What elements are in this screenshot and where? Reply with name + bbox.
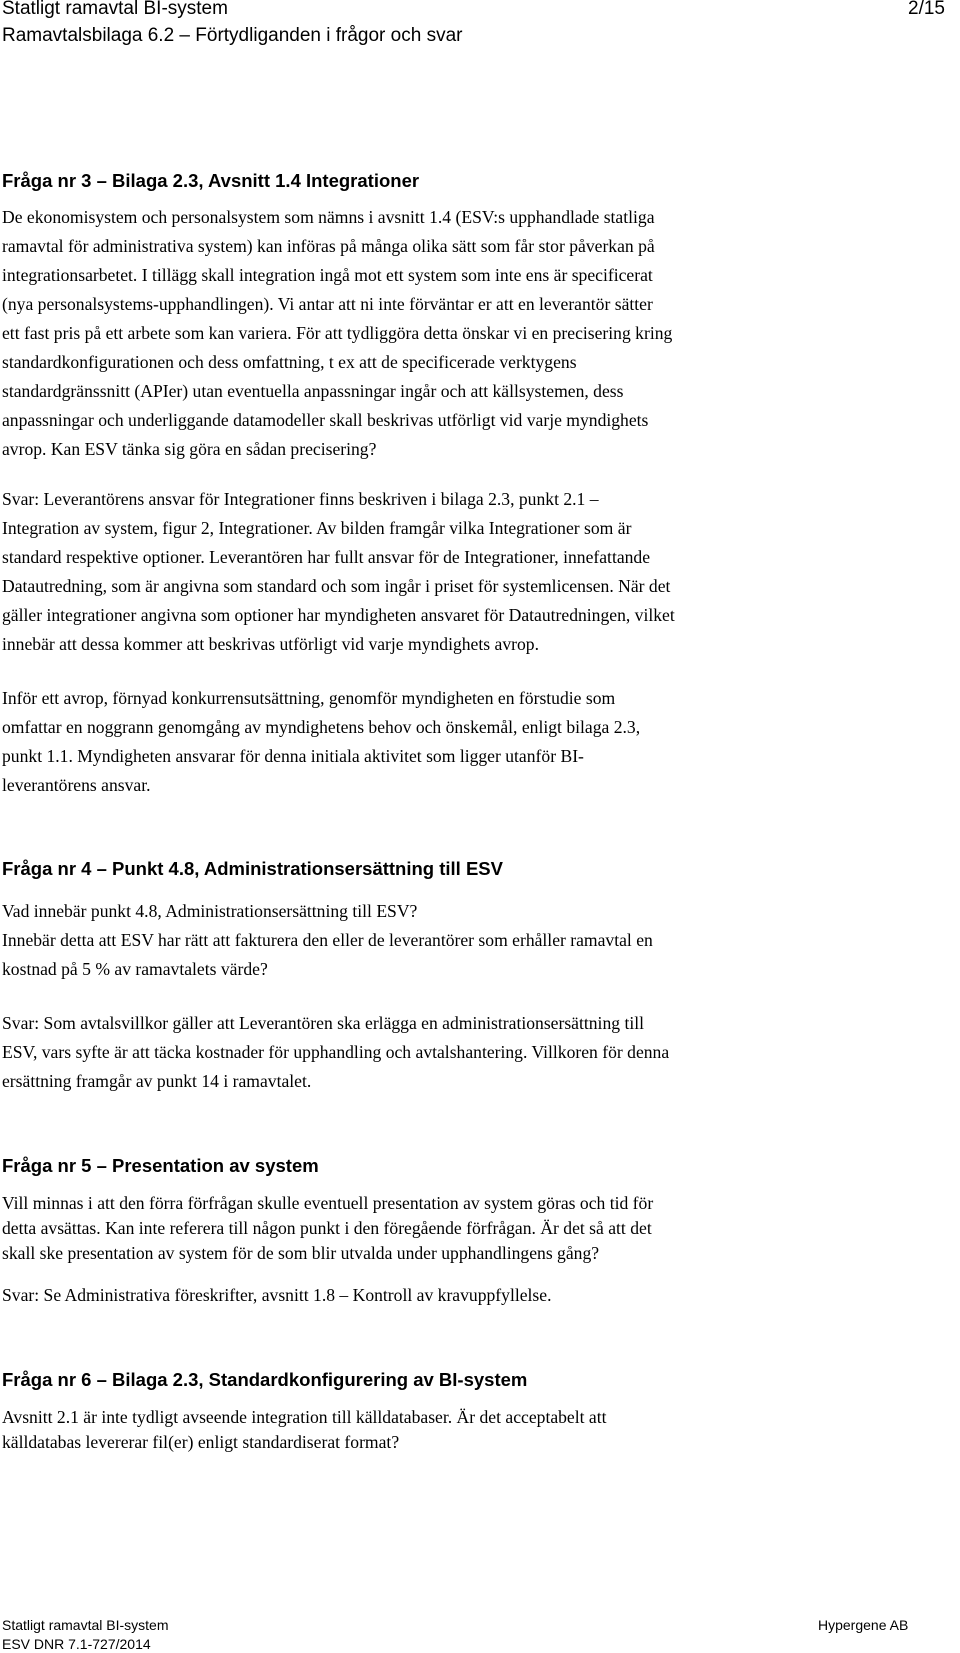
- q4-question: [2, 897, 653, 984]
- q3-answer-line: innebär att dessa kommer att beskrivas utförligt vid varje myndighets avrop.: [2, 634, 539, 654]
- q3-question-line: De ekonomisystem och personalsystem som nämns i avsnitt 1.4 (ESV:s upphandlade statliga: [2, 207, 655, 227]
- q3-answer-line: Datautredning, som är angivna som standard och som ingår i priset för systemlicensen. När det: [2, 576, 671, 596]
- q5-question-line: Vill minnas i att den förra förfrågan skulle eventuell presentation av system göras och tid för: [2, 1193, 654, 1213]
- q4-answer-line: ersättning framgår av punkt 14 i ramavtalet.: [2, 1071, 312, 1091]
- q3-answer-line: standard respektive optioner. Leverantören har fullt ansvar för de Integrationer, innefattande: [2, 547, 651, 567]
- q3-extra: [2, 684, 640, 800]
- q3-question-line: anpassningar och underliggande datamodeller skall beskrivas utförligt vid varje myndighets: [2, 410, 649, 430]
- q3-question: [2, 203, 672, 464]
- q6-question: [2, 1405, 607, 1455]
- q4-question-line: kostnad på 5 % av ramavtalets värde?: [2, 959, 268, 979]
- answer-label: Svar: [2, 1013, 35, 1033]
- q6-heading: Fråga nr 6 – Bilaga 2.3, Standardkonfigurering av BI-system: [2, 1369, 528, 1390]
- header-subtitle: Ramavtalsbilaga 6.2 – Förtydliganden i frågor och svar: [2, 25, 463, 46]
- q3-question-line: ramavtal för administrativa system) kan införas på många olika sätt som får stor påverkan på: [2, 236, 655, 256]
- q5-question-line: skall ske presentation av system för de som blir utvalda under upphandlingens gång?: [2, 1243, 600, 1263]
- header-title: Statligt ramavtal BI-system: [2, 0, 228, 19]
- answer-label: Svar: [2, 1285, 35, 1305]
- page-number: 2/15: [908, 0, 945, 19]
- q3-question-line: integrationsarbetet. I tillägg skall integration ingå mot ett system som inte ens är specificerat: [2, 265, 653, 285]
- footer-left: Statligt ramavtal BI-system: [2, 1617, 169, 1633]
- q3-answer-line: gäller integrationer angivna som optioner har myndigheten ansvaret för Datautredningen, vilket: [2, 605, 675, 625]
- q4-heading: Fråga nr 4 – Punkt 4.8, Administrationsersättning till ESV: [2, 858, 503, 879]
- q5-answer: [2, 1281, 551, 1310]
- q5-question: [2, 1191, 653, 1266]
- q3-extra-line: leverantörens ansvar.: [2, 775, 151, 795]
- answer-label: Svar: [2, 489, 35, 509]
- footer-dnr: ESV DNR 7.1-727/2014: [2, 1636, 151, 1652]
- q3-question-line: avrop. Kan ESV tänka sig göra en sådan precisering?: [2, 439, 377, 459]
- q5-heading: Fråga nr 5 – Presentation av system: [2, 1155, 319, 1176]
- q3-extra-line: punkt 1.1. Myndigheten ansvarar för denna initiala aktivitet som ligger utanför BI-: [2, 746, 584, 766]
- q3-question-line: standardkonfigurationen och dess omfattning, t ex att de specificerade verktygens: [2, 352, 577, 372]
- q3-answer-line: : Leverantörens ansvar för Integrationer finns beskriven i bilaga 2.3, punkt 2.1 –: [34, 489, 599, 509]
- q3-answer-line: Integration av system, figur 2, Integrationer. Av bilden framgår vilka Integrationer som är: [2, 518, 632, 538]
- footer-right: Hypergene AB: [818, 1617, 909, 1633]
- q3-question-line: (nya personalsystems-upphandlingen). Vi antar att ni inte förväntar er att en leverantör sätter: [2, 294, 653, 314]
- q3-question-line: ett fast pris på ett arbete som kan variera. För att tydliggöra detta önskar vi en precisering kring: [2, 323, 673, 343]
- q5-answer-text: : Se Administrativa föreskrifter, avsnitt 1.8 – Kontroll av kravuppfyllelse.: [34, 1285, 552, 1305]
- q6-question-line: källdatabas levererar fil(er) enligt standardiserat format?: [2, 1432, 400, 1452]
- q3-question-line: standardgränssnitt (APIer) utan eventuella anpassningar ingår och att källsystemen, dess: [2, 381, 624, 401]
- q4-answer: [2, 1009, 669, 1096]
- q3-extra-line: Inför ett avrop, förnyad konkurrensutsättning, genomför myndigheten en förstudie som: [2, 688, 616, 708]
- q4-answer-line: : Som avtalsvillkor gäller att Leverantören ska erlägga en administrationsersättning till: [34, 1013, 644, 1033]
- q3-answer: [2, 485, 675, 659]
- q3-extra-line: omfattar en noggrann genomgång av myndighetens behov och önskemål, enligt bilaga 2.3,: [2, 717, 641, 737]
- q4-question-line: Vad innebär punkt 4.8, Administrationsersättning till ESV?: [2, 901, 418, 921]
- q6-question-line: Avsnitt 2.1 är inte tydligt avseende integration till källdatabaser. Är det acceptabelt att: [2, 1407, 607, 1427]
- q3-heading: Fråga nr 3 – Bilaga 2.3, Avsnitt 1.4 Integrationer: [2, 170, 420, 191]
- q4-question-line: Innebär detta att ESV har rätt att fakturera den eller de leverantörer som erhåller ramavtal en: [2, 930, 653, 950]
- q4-answer-line: ESV, vars syfte är att täcka kostnader för upphandling och avtalshantering. Villkoren för denna: [2, 1042, 670, 1062]
- q5-question-line: detta avsättas. Kan inte referera till någon punkt i den föregående förfrågan. Är det så att det: [2, 1218, 652, 1238]
